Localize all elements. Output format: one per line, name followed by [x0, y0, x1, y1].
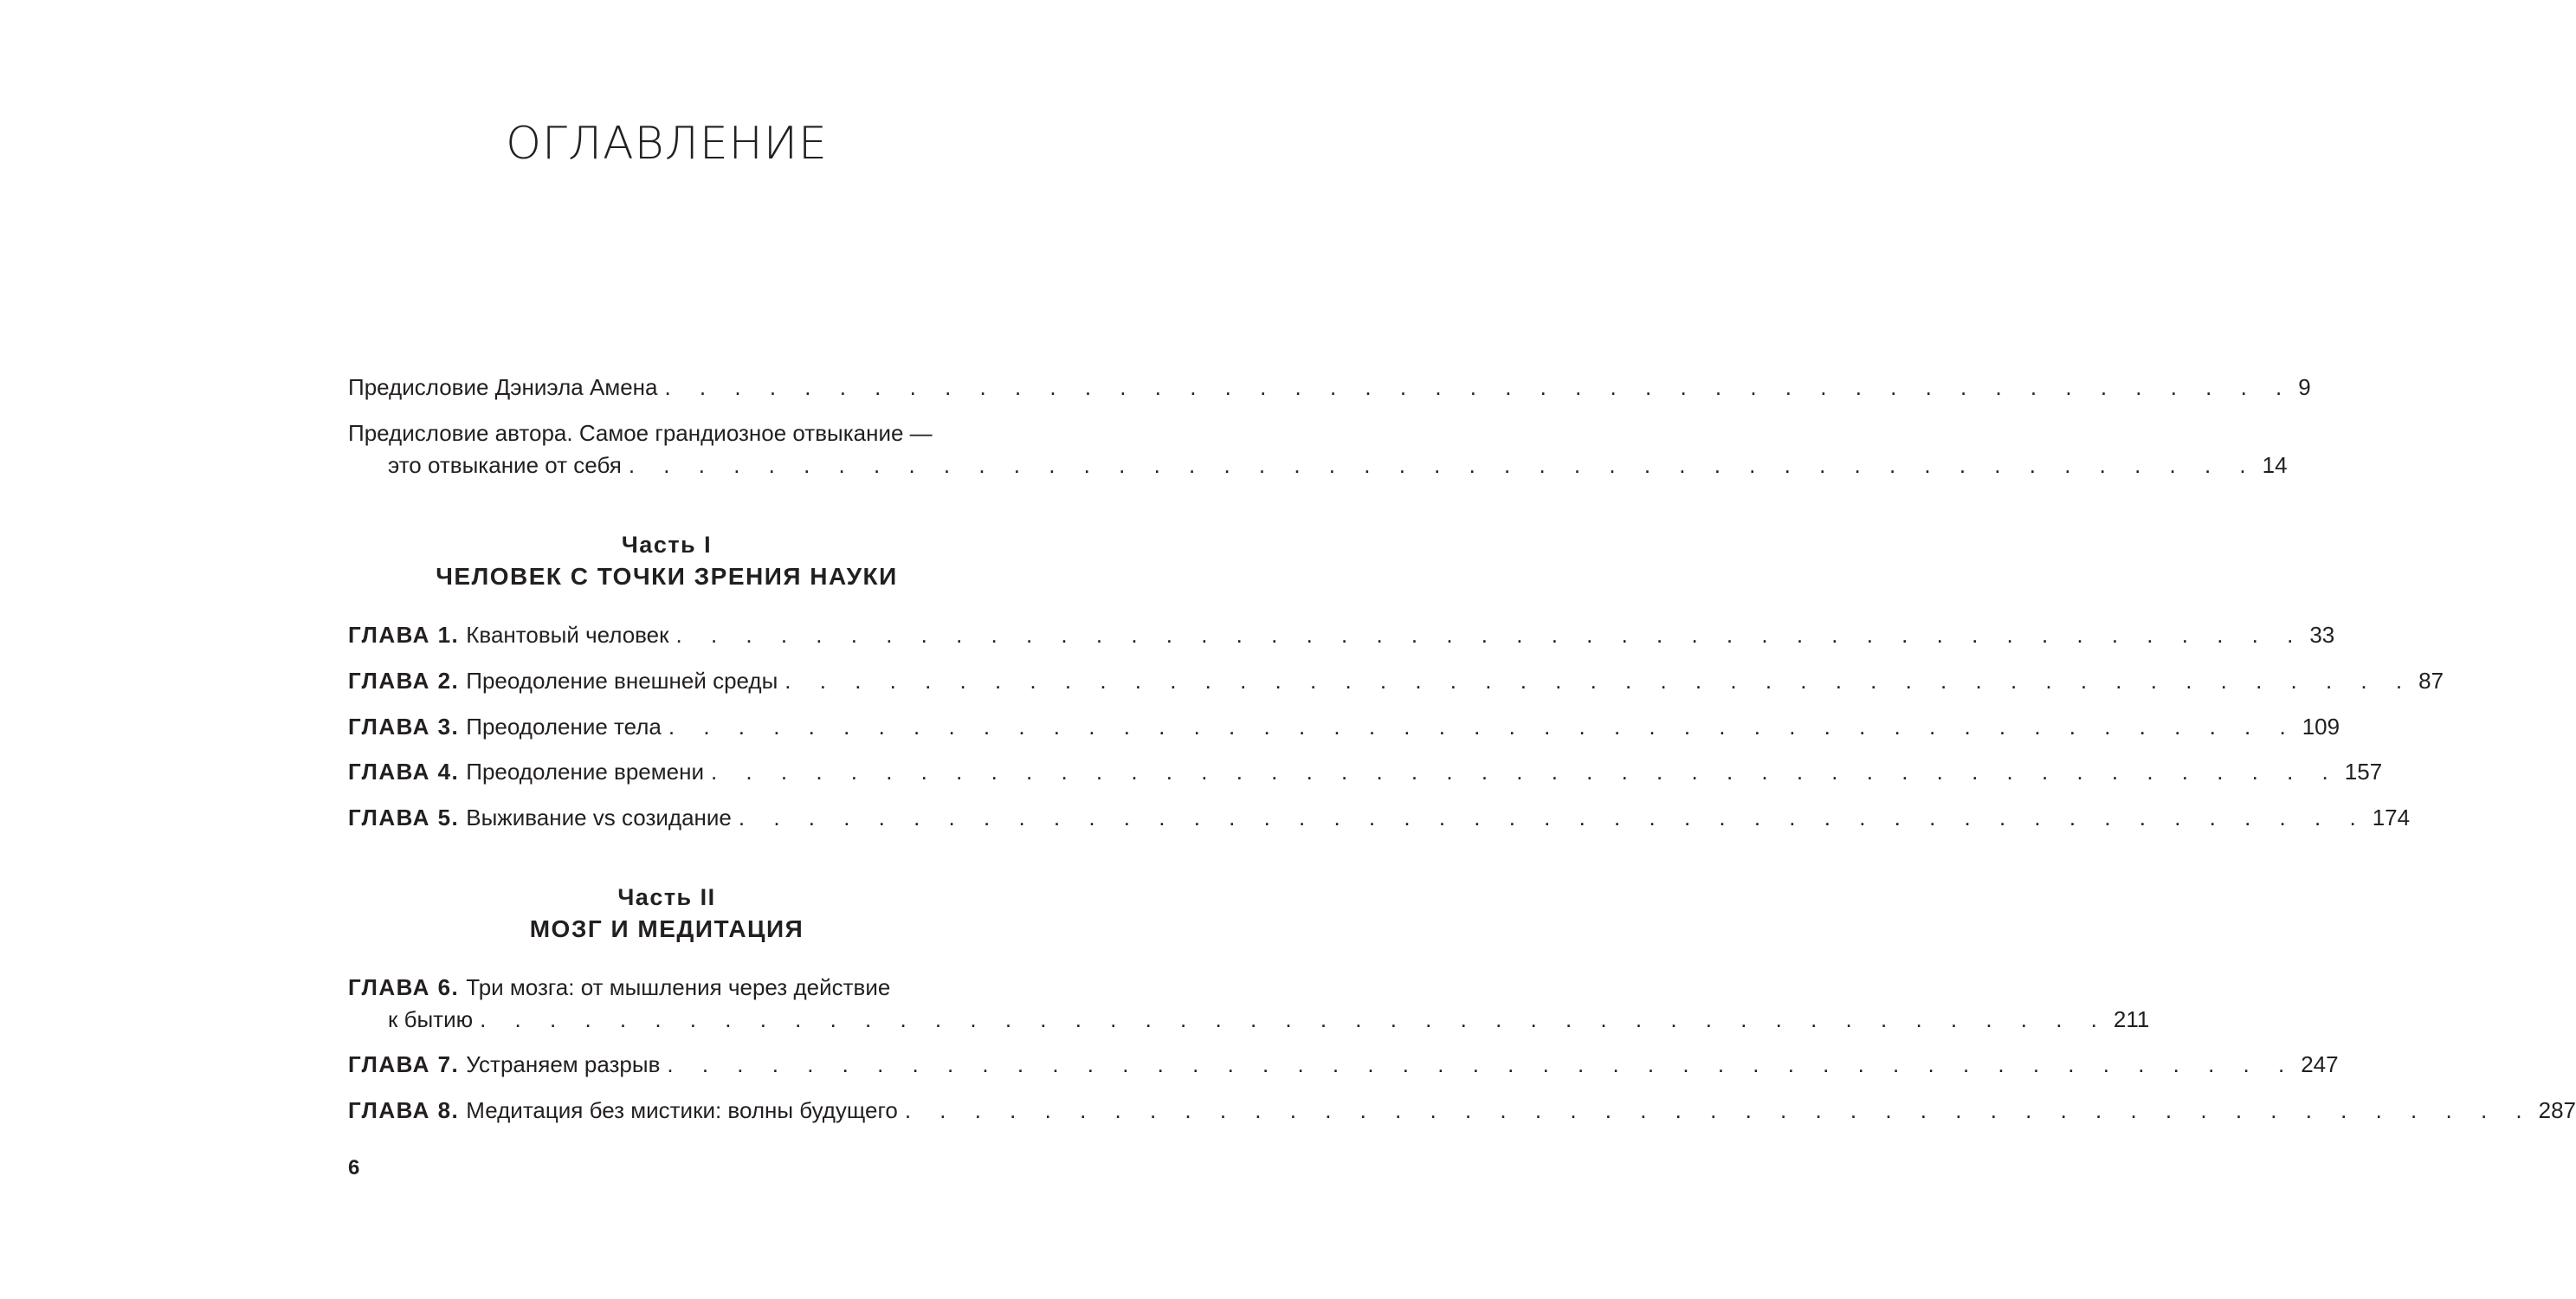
chapter-title: Выживание vs созидание — [466, 805, 732, 830]
dot-leader: . . . . . . . . . . . . . . . . . . . . . . . . . . . . . . . . . . . . . . . . . . . . . . . — [628, 452, 2257, 478]
dot-leader: . . . . . . . . . . . . . . . . . . . . . . . . . . . . . . . . . . . . . . . . . . . . . . . — [664, 374, 2294, 400]
toc-entry-chapter-6[interactable] — [388, 1006, 2150, 1036]
toc-entry-foreword-author[interactable] — [388, 452, 2288, 481]
dot-leader: . . . . . . . . . . . . . . . . . . . . . . . . . . . . . . . . . . . . . . . . . . . . . . . — [667, 1051, 2296, 1077]
page-folio-number: 6 — [348, 1156, 360, 1179]
toc-entry-chapter-4[interactable] — [348, 759, 2383, 788]
chapter-title-continued: к бытию — [388, 1006, 474, 1032]
toc-entry-chapter-1[interactable] — [348, 622, 2335, 651]
dot-leader: . . . . . . . . . . . . . . . . . . . . . . . . . . . . . . . . . . . . . . . . . . . . . . . — [784, 668, 2414, 694]
part-2-label: Часть II — [617, 884, 716, 910]
chapter-number: ГЛАВА 7. — [348, 1051, 460, 1077]
chapter-title: Преодоление тела — [466, 714, 662, 740]
chapter-number: ГЛАВА 6. — [348, 974, 460, 1000]
dot-leader: . . . . . . . . . . . . . . . . . . . . . . . . . . . . . . . . . . . . . . . . . . . . . . . — [904, 1097, 2534, 1123]
chapter-number: ГЛАВА 5. — [348, 805, 460, 830]
toc-entry-chapter-8[interactable] — [348, 1097, 2576, 1127]
dot-leader: . . . . . . . . . . . . . . . . . . . . . . . . . . . . . . . . . . . . . . . . . . . . . . . — [710, 759, 2340, 785]
dot-leader: . . . . . . . . . . . . . . . . . . . . . . . . . . . . . . . . . . . . . . . . . . . . . . . — [480, 1006, 2108, 1032]
part-1-name: ЧЕЛОВЕК С ТОЧКИ ЗРЕНИЯ НАУКИ — [436, 563, 898, 590]
page-title: ОГЛАВЛЕНИЕ — [506, 118, 828, 170]
page-number: 33 — [2309, 622, 2335, 648]
toc-entry-foreword-author-line1[interactable]: Предисловие автора. Самое грандиозное отвыкание — — [348, 420, 933, 446]
page-number: 14 — [2262, 452, 2288, 478]
part-1-label: Часть I — [621, 532, 713, 558]
chapter-title: Устраняем разрыв — [466, 1051, 661, 1077]
toc-entry-chapter-3[interactable] — [348, 714, 2340, 743]
toc-entry-chapter-5[interactable] — [348, 805, 2411, 834]
chapter-number: ГЛАВА 4. — [348, 759, 460, 785]
chapter-title: Квантовый человек — [466, 622, 669, 648]
page-number: 109 — [2302, 714, 2340, 740]
entry-title: Предисловие Дэниэла Амена — [348, 374, 658, 400]
dot-leader: . . . . . . . . . . . . . . . . . . . . . . . . . . . . . . . . . . . . . . . . . . . . . . . — [668, 714, 2297, 740]
chapter-title: Медитация без мистики: волны будущего — [466, 1097, 898, 1123]
toc-entry-foreword-amen[interactable] — [348, 374, 2311, 404]
page-number: 247 — [2301, 1051, 2339, 1077]
chapter-number: ГЛАВА 8. — [348, 1097, 460, 1123]
entry-title-continued: это отвыкание от себя — [388, 452, 622, 478]
chapter-title: Три мозга: от мышления через действие — [466, 974, 891, 1000]
page-number: 211 — [2113, 1006, 2150, 1032]
chapter-title: Преодоление времени — [466, 759, 704, 785]
page-number: 87 — [2418, 668, 2444, 694]
chapter-number: ГЛАВА 3. — [348, 714, 460, 740]
dot-leader: . . . . . . . . . . . . . . . . . . . . . . . . . . . . . . . . . . . . . . . . . . . . . . . — [738, 805, 2367, 830]
chapter-number: ГЛАВА 2. — [348, 668, 460, 694]
chapter-number: ГЛАВА 1. — [348, 622, 460, 648]
chapter-title: Преодоление внешней среды — [466, 668, 778, 694]
page-number: 157 — [2344, 759, 2383, 785]
toc-entry-chapter-6-line1[interactable] — [348, 976, 890, 998]
page-number: 287 — [2538, 1097, 2576, 1123]
part-2-name: МОЗГ И МЕДИТАЦИЯ — [529, 915, 804, 942]
dot-leader: . . . . . . . . . . . . . . . . . . . . . . . . . . . . . . . . . . . . . . . . . . . . . . . — [675, 622, 2305, 648]
page-number: 9 — [2298, 374, 2311, 400]
page-number: 174 — [2372, 805, 2411, 830]
toc-entry-chapter-2[interactable] — [348, 668, 2444, 697]
toc-entry-chapter-7[interactable] — [348, 1051, 2339, 1081]
